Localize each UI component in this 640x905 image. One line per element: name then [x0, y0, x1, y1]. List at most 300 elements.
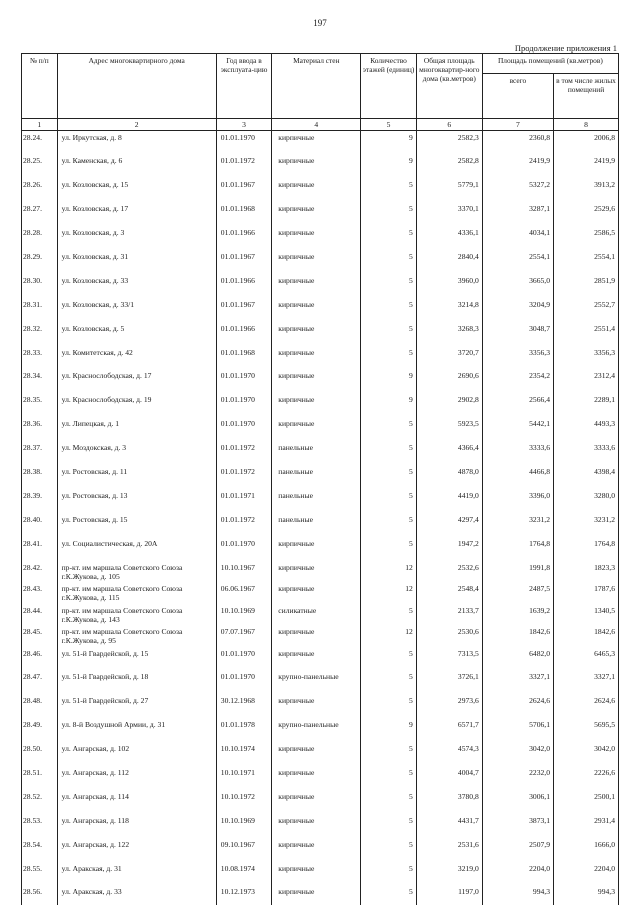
row-address: ул. 51-й Гвардейской, д. 18 [57, 670, 216, 694]
row-premises-living: 1764,8 [554, 537, 619, 561]
table-row [22, 369, 619, 393]
row-floors: 5 [361, 441, 417, 465]
header-premises: Площадь помещений (кв.метров) [482, 54, 618, 74]
row-year: 01.01.1972 [216, 465, 272, 489]
row-total-area: 2582,8 [416, 154, 482, 178]
row-number: 28.31. [22, 298, 58, 322]
table-row [22, 226, 619, 250]
row-premises-all: 4034,1 [482, 226, 553, 250]
table-row [22, 250, 619, 274]
row-floors: 5 [361, 274, 417, 298]
row-year: 07.07.1967 [216, 625, 272, 647]
row-premises-all: 2360,8 [482, 131, 553, 155]
row-total-area: 4297,4 [416, 513, 482, 537]
row-premises-all: 3356,3 [482, 346, 553, 370]
row-number: 28.47. [22, 670, 58, 694]
row-premises-all: 3204,9 [482, 298, 553, 322]
row-address: ул. Козловская, д. 31 [57, 250, 216, 274]
table-row [22, 790, 619, 814]
row-floors: 5 [361, 298, 417, 322]
row-premises-all: 2507,9 [482, 838, 553, 862]
row-floors: 5 [361, 790, 417, 814]
row-year: 06.06.1967 [216, 582, 272, 604]
row-total-area: 2690,6 [416, 369, 482, 393]
row-floors: 5 [361, 885, 417, 905]
row-premises-living: 4398,4 [554, 465, 619, 489]
row-premises-living: 2529,6 [554, 202, 619, 226]
row-total-area: 5923,5 [416, 417, 482, 441]
table-row [22, 346, 619, 370]
row-number: 28.42. [22, 561, 58, 583]
row-material: крупно-панельные [272, 670, 361, 694]
row-material: кирпичные [272, 154, 361, 178]
row-number: 28.52. [22, 790, 58, 814]
table-row [22, 131, 619, 155]
row-material: кирпичные [272, 131, 361, 155]
header-total-area: Общая площадь многоквартир-ного дома (кв.метров) [416, 54, 482, 119]
row-year: 01.01.1967 [216, 298, 272, 322]
row-material: кирпичные [272, 838, 361, 862]
row-year: 10.12.1973 [216, 885, 272, 905]
housing-table [21, 53, 619, 905]
row-premises-living: 994,3 [554, 885, 619, 905]
row-total-area: 4431,7 [416, 814, 482, 838]
row-floors: 9 [361, 154, 417, 178]
row-address: ул. Козловская, д. 33 [57, 274, 216, 298]
row-material: кирпичные [272, 561, 361, 583]
row-total-area: 7313,5 [416, 647, 482, 671]
row-year: 01.01.1978 [216, 718, 272, 742]
row-year: 01.01.1967 [216, 178, 272, 202]
table-row [22, 814, 619, 838]
row-number: 28.35. [22, 393, 58, 417]
row-year: 01.01.1970 [216, 417, 272, 441]
row-floors: 5 [361, 814, 417, 838]
row-floors: 12 [361, 625, 417, 647]
row-premises-all: 2487,5 [482, 582, 553, 604]
row-address: ул. 8-й Воздушной Армии, д. 31 [57, 718, 216, 742]
row-floors: 5 [361, 465, 417, 489]
row-material: кирпичные [272, 322, 361, 346]
table-row [22, 393, 619, 417]
row-number: 28.30. [22, 274, 58, 298]
row-material: кирпичные [272, 393, 361, 417]
row-address: ул. Краснослободская, д. 19 [57, 393, 216, 417]
row-year: 01.01.1968 [216, 346, 272, 370]
row-premises-living: 1842,6 [554, 625, 619, 647]
table-row [22, 417, 619, 441]
header-premises-living: в том числе жилых помещений [554, 74, 619, 119]
row-number: 28.24. [22, 131, 58, 155]
row-premises-all: 5442,1 [482, 417, 553, 441]
row-premises-all: 3333,6 [482, 441, 553, 465]
row-year: 01.01.1971 [216, 489, 272, 513]
header-address: Адрес многоквартирного дома [57, 54, 216, 119]
row-address: ул. Иркутская, д. 8 [57, 131, 216, 155]
row-material: крупно-панельные [272, 718, 361, 742]
row-year: 01.01.1970 [216, 393, 272, 417]
row-material: кирпичные [272, 582, 361, 604]
row-floors: 5 [361, 250, 417, 274]
row-material: кирпичные [272, 885, 361, 905]
row-total-area: 4574,3 [416, 742, 482, 766]
row-premises-all: 1991,8 [482, 561, 553, 583]
row-material: кирпичные [272, 742, 361, 766]
row-total-area: 1947,2 [416, 537, 482, 561]
row-material: кирпичные [272, 790, 361, 814]
row-year: 01.01.1966 [216, 274, 272, 298]
row-number: 28.55. [22, 862, 58, 886]
column-number: 1 [22, 119, 58, 131]
row-floors: 5 [361, 838, 417, 862]
row-premises-all: 994,3 [482, 885, 553, 905]
row-year: 09.10.1967 [216, 838, 272, 862]
row-address: ул. Козловская, д. 17 [57, 202, 216, 226]
row-total-area: 4004,7 [416, 766, 482, 790]
row-material: кирпичные [272, 369, 361, 393]
row-total-area: 6571,7 [416, 718, 482, 742]
table-row [22, 862, 619, 886]
column-number: 7 [482, 119, 553, 131]
row-material: кирпичные [272, 178, 361, 202]
row-premises-all: 2624,6 [482, 694, 553, 718]
row-floors: 5 [361, 862, 417, 886]
table-row [22, 670, 619, 694]
row-premises-living: 2851,9 [554, 274, 619, 298]
row-total-area: 3219,0 [416, 862, 482, 886]
row-year: 10.10.1974 [216, 742, 272, 766]
row-address: ул. Краснослободская, д. 17 [57, 369, 216, 393]
row-address: ул. 51-й Гвардейской, д. 27 [57, 694, 216, 718]
row-premises-all: 2419,9 [482, 154, 553, 178]
row-floors: 5 [361, 417, 417, 441]
row-premises-living: 2006,8 [554, 131, 619, 155]
row-total-area: 3960,0 [416, 274, 482, 298]
row-floors: 5 [361, 694, 417, 718]
row-material: панельные [272, 465, 361, 489]
row-total-area: 2531,6 [416, 838, 482, 862]
row-total-area: 3726,1 [416, 670, 482, 694]
row-number: 28.45. [22, 625, 58, 647]
row-material: кирпичные [272, 694, 361, 718]
row-material: панельные [272, 441, 361, 465]
row-number: 28.46. [22, 647, 58, 671]
row-premises-living: 1787,6 [554, 582, 619, 604]
row-number: 28.37. [22, 441, 58, 465]
row-number: 28.51. [22, 766, 58, 790]
row-address: ул. Козловская, д. 33/1 [57, 298, 216, 322]
table-row [22, 322, 619, 346]
row-floors: 5 [361, 322, 417, 346]
column-number: 5 [361, 119, 417, 131]
table-row [22, 838, 619, 862]
row-premises-living: 2419,9 [554, 154, 619, 178]
column-number-row [22, 119, 619, 131]
column-number: 8 [554, 119, 619, 131]
row-floors: 5 [361, 766, 417, 790]
row-floors: 5 [361, 670, 417, 694]
row-premises-living: 1823,3 [554, 561, 619, 583]
row-floors: 12 [361, 561, 417, 583]
row-floors: 9 [361, 369, 417, 393]
table-row [22, 582, 619, 604]
row-total-area: 2530,6 [416, 625, 482, 647]
row-floors: 5 [361, 604, 417, 626]
row-number: 28.53. [22, 814, 58, 838]
row-premises-living: 3913,2 [554, 178, 619, 202]
row-total-area: 3214,8 [416, 298, 482, 322]
row-premises-living: 2624,6 [554, 694, 619, 718]
row-address: ул. Ангарская, д. 102 [57, 742, 216, 766]
row-address: ул. Ангарская, д. 114 [57, 790, 216, 814]
page-number: 197 [313, 18, 327, 28]
row-total-area: 2902,8 [416, 393, 482, 417]
table-row [22, 441, 619, 465]
row-year: 10.10.1969 [216, 814, 272, 838]
row-material: кирпичные [272, 417, 361, 441]
row-floors: 9 [361, 131, 417, 155]
row-year: 10.10.1967 [216, 561, 272, 583]
row-material: кирпичные [272, 537, 361, 561]
row-floors: 5 [361, 489, 417, 513]
row-total-area: 2532,6 [416, 561, 482, 583]
row-address: пр-кт. им маршала Советского Союза г.К.Жукова, д. 115 [57, 582, 216, 604]
row-total-area: 4419,0 [416, 489, 482, 513]
row-year: 01.01.1967 [216, 250, 272, 274]
row-address: ул. Моздокская, д. 3 [57, 441, 216, 465]
row-total-area: 2973,6 [416, 694, 482, 718]
row-number: 28.44. [22, 604, 58, 626]
table-row [22, 766, 619, 790]
row-premises-all: 2204,0 [482, 862, 553, 886]
continuation-note: Продолжение приложения 1 [514, 43, 617, 53]
row-premises-living: 2312,4 [554, 369, 619, 393]
row-premises-living: 6465,3 [554, 647, 619, 671]
row-address: ул. Ростовская, д. 13 [57, 489, 216, 513]
row-address: пр-кт. им маршала Советского Союза г.К.Жукова, д. 143 [57, 604, 216, 626]
row-total-area: 1197,0 [416, 885, 482, 905]
table-row [22, 742, 619, 766]
row-number: 28.25. [22, 154, 58, 178]
row-year: 01.01.1970 [216, 131, 272, 155]
row-premises-all: 2566,4 [482, 393, 553, 417]
row-material: кирпичные [272, 274, 361, 298]
row-year: 01.01.1970 [216, 647, 272, 671]
row-address: ул. Козловская, д. 3 [57, 226, 216, 250]
row-total-area: 3268,3 [416, 322, 482, 346]
row-address: ул. Социалистическая, д. 20А [57, 537, 216, 561]
row-premises-all: 6482,0 [482, 647, 553, 671]
row-floors: 5 [361, 346, 417, 370]
row-premises-living: 2551,4 [554, 322, 619, 346]
row-floors: 9 [361, 393, 417, 417]
column-number: 6 [416, 119, 482, 131]
row-total-area: 3370,1 [416, 202, 482, 226]
row-total-area: 2582,3 [416, 131, 482, 155]
row-floors: 5 [361, 647, 417, 671]
row-year: 10.10.1969 [216, 604, 272, 626]
header-premises-all: всего [482, 74, 553, 119]
row-total-area: 3780,8 [416, 790, 482, 814]
row-address: ул. Козловская, д. 5 [57, 322, 216, 346]
row-total-area: 5779,1 [416, 178, 482, 202]
row-total-area: 2840,4 [416, 250, 482, 274]
row-material: кирпичные [272, 862, 361, 886]
table-row [22, 537, 619, 561]
row-premises-all: 5706,1 [482, 718, 553, 742]
row-premises-all: 1842,6 [482, 625, 553, 647]
header-row [22, 54, 619, 74]
row-premises-living: 1666,0 [554, 838, 619, 862]
table-row [22, 274, 619, 298]
row-premises-all: 5327,2 [482, 178, 553, 202]
row-number: 28.32. [22, 322, 58, 346]
row-premises-living: 3356,3 [554, 346, 619, 370]
row-number: 28.26. [22, 178, 58, 202]
row-address: ул. Ростовская, д. 11 [57, 465, 216, 489]
row-year: 30.12.1968 [216, 694, 272, 718]
row-number: 28.41. [22, 537, 58, 561]
row-address: ул. 51-й Гвардейской, д. 15 [57, 647, 216, 671]
row-year: 01.01.1968 [216, 202, 272, 226]
row-number: 28.56. [22, 885, 58, 905]
table-row [22, 489, 619, 513]
table-row [22, 465, 619, 489]
column-number: 2 [57, 119, 216, 131]
row-floors: 12 [361, 582, 417, 604]
table-row [22, 694, 619, 718]
column-number: 4 [272, 119, 361, 131]
row-premises-living: 2586,5 [554, 226, 619, 250]
row-premises-all: 3042,0 [482, 742, 553, 766]
row-year: 01.01.1966 [216, 226, 272, 250]
row-premises-all: 4466,8 [482, 465, 553, 489]
row-year: 10.08.1974 [216, 862, 272, 886]
row-address: ул. Ростовская, д. 15 [57, 513, 216, 537]
row-year: 01.01.1972 [216, 441, 272, 465]
row-year: 01.01.1970 [216, 369, 272, 393]
row-number: 28.36. [22, 417, 58, 441]
row-number: 28.34. [22, 369, 58, 393]
row-premises-all: 2232,0 [482, 766, 553, 790]
row-floors: 5 [361, 178, 417, 202]
table-row [22, 178, 619, 202]
row-total-area: 2548,4 [416, 582, 482, 604]
row-premises-living: 3231,2 [554, 513, 619, 537]
row-year: 01.01.1970 [216, 670, 272, 694]
row-material: кирпичные [272, 250, 361, 274]
header-material: Материал стен [272, 54, 361, 119]
row-material: панельные [272, 489, 361, 513]
row-address: пр-кт. им маршала Советского Союза г.К.Жукова, д. 105 [57, 561, 216, 583]
row-year: 01.01.1972 [216, 513, 272, 537]
row-number: 28.48. [22, 694, 58, 718]
row-number: 28.39. [22, 489, 58, 513]
row-floors: 5 [361, 202, 417, 226]
row-material: силикатные [272, 604, 361, 626]
row-number: 28.54. [22, 838, 58, 862]
row-number: 28.33. [22, 346, 58, 370]
row-material: кирпичные [272, 766, 361, 790]
row-address: ул. Аракская, д. 31 [57, 862, 216, 886]
row-premises-living: 3042,0 [554, 742, 619, 766]
row-year: 01.01.1972 [216, 154, 272, 178]
row-premises-all: 3873,1 [482, 814, 553, 838]
row-year: 01.01.1966 [216, 322, 272, 346]
row-material: кирпичные [272, 226, 361, 250]
row-premises-living: 2500,1 [554, 790, 619, 814]
header-floors: Количество этажей (единиц) [361, 54, 417, 119]
row-address: ул. Липецкая, д. 1 [57, 417, 216, 441]
row-material: кирпичные [272, 202, 361, 226]
row-premises-all: 3396,0 [482, 489, 553, 513]
table-row [22, 154, 619, 178]
table-row [22, 625, 619, 647]
row-total-area: 2133,7 [416, 604, 482, 626]
table-row [22, 647, 619, 671]
row-premises-living: 3327,1 [554, 670, 619, 694]
table-row [22, 561, 619, 583]
row-address: пр-кт. им маршала Советского Союза г.К.Жукова, д. 95 [57, 625, 216, 647]
row-material: кирпичные [272, 647, 361, 671]
row-material: панельные [272, 513, 361, 537]
row-premises-all: 3048,7 [482, 322, 553, 346]
header-year: Год ввода в эксплуата-цию [216, 54, 272, 119]
row-number: 28.27. [22, 202, 58, 226]
row-premises-all: 3327,1 [482, 670, 553, 694]
row-floors: 5 [361, 226, 417, 250]
table-row [22, 718, 619, 742]
table-row [22, 885, 619, 905]
row-material: кирпичные [272, 814, 361, 838]
table-row [22, 202, 619, 226]
row-total-area: 3720,7 [416, 346, 482, 370]
row-year: 10.10.1972 [216, 790, 272, 814]
row-address: ул. Козловская, д. 15 [57, 178, 216, 202]
row-premises-living: 3333,6 [554, 441, 619, 465]
table-row [22, 513, 619, 537]
row-premises-living: 5695,5 [554, 718, 619, 742]
row-number: 28.29. [22, 250, 58, 274]
row-total-area: 4366,4 [416, 441, 482, 465]
row-premises-living: 2931,4 [554, 814, 619, 838]
header-num: № п/п [22, 54, 58, 119]
row-premises-all: 3665,0 [482, 274, 553, 298]
row-address: ул. Аракская, д. 33 [57, 885, 216, 905]
row-address: ул. Ангарская, д. 122 [57, 838, 216, 862]
row-year: 01.01.1970 [216, 537, 272, 561]
row-premises-living: 4493,3 [554, 417, 619, 441]
row-floors: 5 [361, 537, 417, 561]
row-premises-all: 3287,1 [482, 202, 553, 226]
table-body [22, 131, 619, 905]
row-address: ул. Комитетская, д. 42 [57, 346, 216, 370]
row-address: ул. Каменская, д. 6 [57, 154, 216, 178]
row-material: кирпичные [272, 346, 361, 370]
row-number: 28.43. [22, 582, 58, 604]
row-premises-all: 2554,1 [482, 250, 553, 274]
table-row [22, 298, 619, 322]
row-total-area: 4336,1 [416, 226, 482, 250]
row-premises-all: 1639,2 [482, 604, 553, 626]
row-floors: 5 [361, 513, 417, 537]
row-year: 10.10.1971 [216, 766, 272, 790]
row-premises-living: 1340,5 [554, 604, 619, 626]
row-premises-living: 2289,1 [554, 393, 619, 417]
row-premises-living: 2552,7 [554, 298, 619, 322]
row-premises-all: 3231,2 [482, 513, 553, 537]
row-premises-living: 2226,6 [554, 766, 619, 790]
